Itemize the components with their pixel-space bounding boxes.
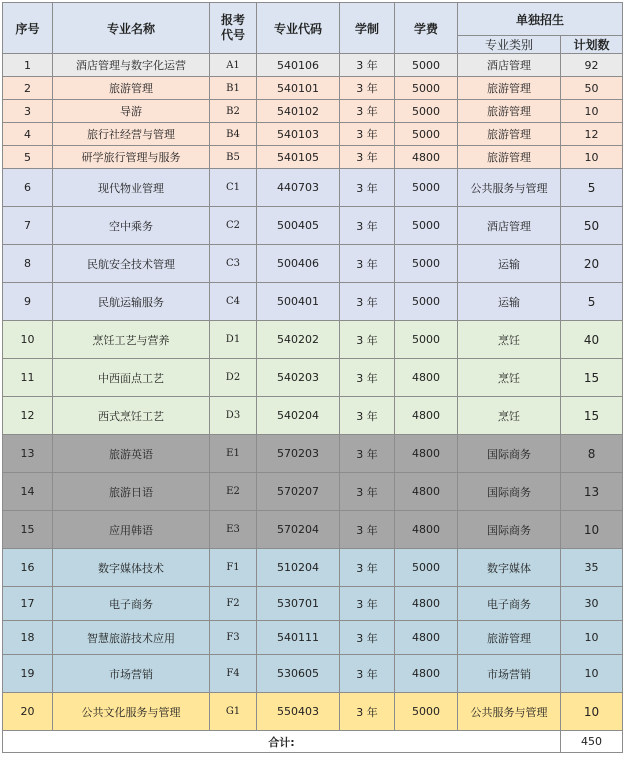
row-duration: 3 年 xyxy=(340,283,395,321)
row-plan-count: 20 xyxy=(561,245,623,283)
row-major-code: 540101 xyxy=(257,77,340,100)
row-seq: 7 xyxy=(3,207,53,245)
total-label: 合计: xyxy=(3,731,561,753)
row-exam-code: E1 xyxy=(210,435,257,473)
row-major-name: 旅游管理 xyxy=(53,77,210,100)
row-major-name: 市场营销 xyxy=(53,655,210,693)
row-duration: 3 年 xyxy=(340,549,395,587)
row-major-code: 540111 xyxy=(257,621,340,655)
row-duration: 3 年 xyxy=(340,146,395,169)
row-duration: 3 年 xyxy=(340,511,395,549)
row-major-name: 中西面点工艺 xyxy=(53,359,210,397)
row-tuition: 4800 xyxy=(395,473,458,511)
row-duration: 3 年 xyxy=(340,54,395,77)
row-plan-count: 5 xyxy=(561,169,623,207)
row-tuition: 4800 xyxy=(395,397,458,435)
row-major-code: 570203 xyxy=(257,435,340,473)
row-exam-code: C4 xyxy=(210,283,257,321)
row-major-name: 公共文化服务与管理 xyxy=(53,693,210,731)
row-category: 烹饪 xyxy=(458,321,561,359)
row-exam-code: D3 xyxy=(210,397,257,435)
row-tuition: 4800 xyxy=(395,655,458,693)
row-major-name: 研学旅行管理与服务 xyxy=(53,146,210,169)
row-seq: 4 xyxy=(3,123,53,146)
row-category: 酒店管理 xyxy=(458,207,561,245)
table-row xyxy=(3,321,623,359)
row-major-code: 540105 xyxy=(257,146,340,169)
row-duration: 3 年 xyxy=(340,77,395,100)
header-single-enrollment: 单独招生 xyxy=(458,3,623,36)
row-duration: 3 年 xyxy=(340,435,395,473)
row-category: 国际商务 xyxy=(458,511,561,549)
row-seq: 10 xyxy=(3,321,53,359)
row-seq: 15 xyxy=(3,511,53,549)
header-category: 专业类别 xyxy=(458,36,561,54)
header-major-code: 专业代码 xyxy=(257,3,340,54)
row-major-code: 500405 xyxy=(257,207,340,245)
enrollment-plan-table xyxy=(2,2,623,753)
row-exam-code: D2 xyxy=(210,359,257,397)
row-seq: 13 xyxy=(3,435,53,473)
row-exam-code: F1 xyxy=(210,549,257,587)
row-tuition: 4800 xyxy=(395,435,458,473)
row-seq: 6 xyxy=(3,169,53,207)
row-duration: 3 年 xyxy=(340,169,395,207)
total-row xyxy=(3,731,623,753)
row-category: 市场营销 xyxy=(458,655,561,693)
row-seq: 14 xyxy=(3,473,53,511)
row-major-code: 500401 xyxy=(257,283,340,321)
row-major-name: 空中乘务 xyxy=(53,207,210,245)
table-row xyxy=(3,123,623,146)
row-plan-count: 15 xyxy=(561,397,623,435)
row-plan-count: 10 xyxy=(561,655,623,693)
row-major-name: 酒店管理与数字化运营 xyxy=(53,54,210,77)
row-plan-count: 30 xyxy=(561,587,623,621)
table-row xyxy=(3,655,623,693)
row-seq: 17 xyxy=(3,587,53,621)
row-tuition: 5000 xyxy=(395,54,458,77)
row-category: 运输 xyxy=(458,283,561,321)
row-plan-count: 50 xyxy=(561,207,623,245)
row-exam-code: F2 xyxy=(210,587,257,621)
row-major-code: 540204 xyxy=(257,397,340,435)
row-major-code: 540103 xyxy=(257,123,340,146)
row-major-code: 530605 xyxy=(257,655,340,693)
row-seq: 2 xyxy=(3,77,53,100)
row-seq: 16 xyxy=(3,549,53,587)
row-seq: 8 xyxy=(3,245,53,283)
header-exam-code xyxy=(210,3,257,54)
row-duration: 3 年 xyxy=(340,123,395,146)
row-exam-code: B4 xyxy=(210,123,257,146)
row-major-name: 民航运输服务 xyxy=(53,283,210,321)
row-seq: 11 xyxy=(3,359,53,397)
row-major-name: 烹饪工艺与营养 xyxy=(53,321,210,359)
row-major-code: 510204 xyxy=(257,549,340,587)
row-major-name: 旅游日语 xyxy=(53,473,210,511)
row-category: 旅游管理 xyxy=(458,621,561,655)
row-tuition: 4800 xyxy=(395,587,458,621)
row-plan-count: 5 xyxy=(561,283,623,321)
header-duration: 学制 xyxy=(340,3,395,54)
table-row xyxy=(3,397,623,435)
row-major-name: 导游 xyxy=(53,100,210,123)
table-row xyxy=(3,146,623,169)
row-plan-count: 10 xyxy=(561,100,623,123)
row-major-name: 西式烹饪工艺 xyxy=(53,397,210,435)
row-tuition: 5000 xyxy=(395,549,458,587)
row-plan-count: 10 xyxy=(561,511,623,549)
row-duration: 3 年 xyxy=(340,100,395,123)
row-plan-count: 92 xyxy=(561,54,623,77)
row-category: 国际商务 xyxy=(458,473,561,511)
row-exam-code: D1 xyxy=(210,321,257,359)
table-row xyxy=(3,169,623,207)
row-seq: 3 xyxy=(3,100,53,123)
row-plan-count: 10 xyxy=(561,146,623,169)
row-tuition: 4800 xyxy=(395,146,458,169)
row-category: 旅游管理 xyxy=(458,146,561,169)
row-exam-code: E2 xyxy=(210,473,257,511)
table-row xyxy=(3,621,623,655)
row-plan-count: 8 xyxy=(561,435,623,473)
row-plan-count: 35 xyxy=(561,549,623,587)
row-major-code: 440703 xyxy=(257,169,340,207)
row-plan-count: 10 xyxy=(561,621,623,655)
row-plan-count: 12 xyxy=(561,123,623,146)
row-tuition: 5000 xyxy=(395,693,458,731)
row-seq: 12 xyxy=(3,397,53,435)
row-category: 旅游管理 xyxy=(458,123,561,146)
row-category: 旅游管理 xyxy=(458,77,561,100)
total-value: 450 xyxy=(561,731,623,753)
row-major-code: 540203 xyxy=(257,359,340,397)
table-row xyxy=(3,587,623,621)
row-category: 公共服务与管理 xyxy=(458,693,561,731)
row-duration: 3 年 xyxy=(340,693,395,731)
row-major-code: 550403 xyxy=(257,693,340,731)
row-plan-count: 40 xyxy=(561,321,623,359)
row-category: 烹饪 xyxy=(458,397,561,435)
table-row xyxy=(3,207,623,245)
header-seq: 序号 xyxy=(3,3,53,54)
row-duration: 3 年 xyxy=(340,655,395,693)
row-tuition: 4800 xyxy=(395,359,458,397)
row-duration: 3 年 xyxy=(340,473,395,511)
row-exam-code: E3 xyxy=(210,511,257,549)
row-seq: 19 xyxy=(3,655,53,693)
row-seq: 20 xyxy=(3,693,53,731)
row-tuition: 5000 xyxy=(395,123,458,146)
row-exam-code: B1 xyxy=(210,77,257,100)
row-plan-count: 15 xyxy=(561,359,623,397)
row-tuition: 5000 xyxy=(395,77,458,100)
row-major-name: 电子商务 xyxy=(53,587,210,621)
row-exam-code: B5 xyxy=(210,146,257,169)
row-tuition: 5000 xyxy=(395,283,458,321)
row-major-name: 应用韩语 xyxy=(53,511,210,549)
row-category: 公共服务与管理 xyxy=(458,169,561,207)
table-row xyxy=(3,100,623,123)
row-duration: 3 年 xyxy=(340,245,395,283)
row-major-code: 570204 xyxy=(257,511,340,549)
row-duration: 3 年 xyxy=(340,207,395,245)
table-row xyxy=(3,435,623,473)
row-seq: 18 xyxy=(3,621,53,655)
table-row xyxy=(3,77,623,100)
row-major-code: 540102 xyxy=(257,100,340,123)
header-exam-code-text: 报考代号 xyxy=(220,13,245,42)
row-tuition: 4800 xyxy=(395,511,458,549)
row-exam-code: F4 xyxy=(210,655,257,693)
row-plan-count: 50 xyxy=(561,77,623,100)
row-duration: 3 年 xyxy=(340,359,395,397)
header-major-name: 专业名称 xyxy=(53,3,210,54)
row-exam-code: F3 xyxy=(210,621,257,655)
row-major-name: 旅行社经营与管理 xyxy=(53,123,210,146)
row-major-code: 500406 xyxy=(257,245,340,283)
row-major-name: 旅游英语 xyxy=(53,435,210,473)
row-category: 烹饪 xyxy=(458,359,561,397)
row-duration: 3 年 xyxy=(340,321,395,359)
row-plan-count: 13 xyxy=(561,473,623,511)
row-category: 国际商务 xyxy=(458,435,561,473)
row-major-name: 智慧旅游技术应用 xyxy=(53,621,210,655)
table-row xyxy=(3,245,623,283)
row-major-name: 数字媒体技术 xyxy=(53,549,210,587)
row-exam-code: G1 xyxy=(210,693,257,731)
row-duration: 3 年 xyxy=(340,621,395,655)
table-row xyxy=(3,473,623,511)
row-plan-count: 10 xyxy=(561,693,623,731)
table-body xyxy=(3,54,623,753)
row-category: 酒店管理 xyxy=(458,54,561,77)
table-row xyxy=(3,549,623,587)
row-category: 运输 xyxy=(458,245,561,283)
row-tuition: 5000 xyxy=(395,207,458,245)
row-major-code: 570207 xyxy=(257,473,340,511)
row-major-code: 530701 xyxy=(257,587,340,621)
row-major-name: 现代物业管理 xyxy=(53,169,210,207)
row-exam-code: C2 xyxy=(210,207,257,245)
row-exam-code: C1 xyxy=(210,169,257,207)
table-row xyxy=(3,283,623,321)
row-exam-code: A1 xyxy=(210,54,257,77)
row-major-name: 民航安全技术管理 xyxy=(53,245,210,283)
row-major-code: 540106 xyxy=(257,54,340,77)
row-tuition: 5000 xyxy=(395,321,458,359)
row-seq: 1 xyxy=(3,54,53,77)
row-category: 旅游管理 xyxy=(458,100,561,123)
row-tuition: 5000 xyxy=(395,245,458,283)
header-tuition: 学费 xyxy=(395,3,458,54)
row-tuition: 4800 xyxy=(395,621,458,655)
row-major-code: 540202 xyxy=(257,321,340,359)
row-seq: 9 xyxy=(3,283,53,321)
table-row xyxy=(3,359,623,397)
row-tuition: 5000 xyxy=(395,100,458,123)
row-tuition: 5000 xyxy=(395,169,458,207)
table-row xyxy=(3,54,623,77)
row-exam-code: B2 xyxy=(210,100,257,123)
row-duration: 3 年 xyxy=(340,587,395,621)
row-category: 数字媒体 xyxy=(458,549,561,587)
row-duration: 3 年 xyxy=(340,397,395,435)
table-row xyxy=(3,693,623,731)
row-category: 电子商务 xyxy=(458,587,561,621)
row-seq: 5 xyxy=(3,146,53,169)
row-exam-code: C3 xyxy=(210,245,257,283)
table-row xyxy=(3,511,623,549)
header-plan-count: 计划数 xyxy=(561,36,623,54)
